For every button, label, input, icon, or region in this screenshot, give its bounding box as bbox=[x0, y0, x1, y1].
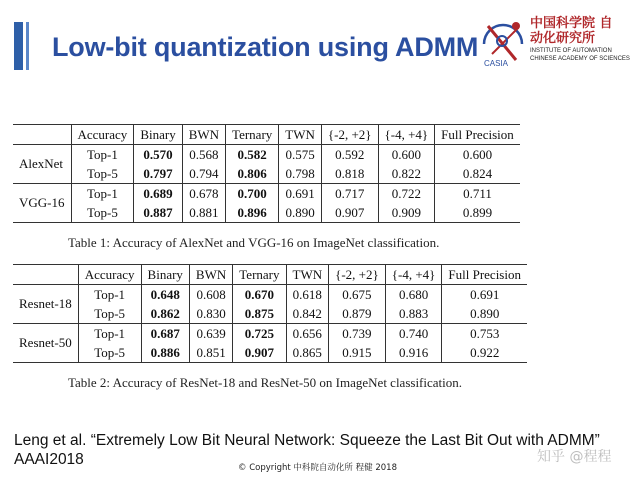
table-1 bbox=[13, 124, 520, 223]
table-header-row bbox=[13, 265, 527, 285]
title-accent-bar-thin bbox=[26, 22, 29, 70]
accuracy-cell: 0.670 bbox=[233, 285, 286, 305]
accuracy-cell: 0.592 bbox=[321, 145, 378, 165]
accuracy-cell: 0.890 bbox=[442, 304, 527, 324]
table-row bbox=[13, 164, 520, 184]
accuracy-cell: 0.687 bbox=[141, 324, 189, 344]
accuracy-cell: 0.740 bbox=[385, 324, 442, 344]
table-row bbox=[13, 203, 520, 223]
logo-en-line-1: INSTITUTE OF AUTOMATION bbox=[530, 48, 612, 54]
accuracy-cell: 0.818 bbox=[321, 164, 378, 184]
accuracy-cell: 0.896 bbox=[226, 203, 279, 223]
accuracy-cell: 0.570 bbox=[134, 145, 182, 165]
column-header: BWN bbox=[189, 265, 232, 285]
table-row bbox=[13, 145, 520, 165]
column-header: TWN bbox=[279, 125, 322, 145]
accuracy-cell: 0.851 bbox=[189, 343, 232, 363]
accuracy-cell: 0.575 bbox=[279, 145, 322, 165]
accuracy-cell: 0.608 bbox=[189, 285, 232, 305]
copyright-notice: © Copyright 中科院自动化所 程健 2018 bbox=[238, 463, 397, 473]
accuracy-cell: 0.886 bbox=[141, 343, 189, 363]
accuracy-cell: 0.798 bbox=[279, 164, 322, 184]
model-name: VGG-16 bbox=[13, 184, 71, 223]
model-name: AlexNet bbox=[19, 156, 64, 171]
reference-line-2: AAAI2018 bbox=[14, 451, 84, 468]
table-row bbox=[13, 343, 527, 363]
table-2-caption: Table 2: Accuracy of ResNet-18 and ResNet-50 on ImageNet classification. bbox=[68, 375, 463, 390]
model-name: Resnet-50 bbox=[13, 324, 78, 363]
metric-label: Top-5 bbox=[71, 203, 134, 223]
table-header-row bbox=[13, 125, 520, 145]
title-accent-bar bbox=[14, 22, 23, 70]
table-row bbox=[13, 304, 527, 324]
metric-label: Top-5 bbox=[78, 304, 141, 324]
accuracy-cell: 0.725 bbox=[233, 324, 286, 344]
accuracy-table-alexnet-vgg bbox=[13, 124, 520, 223]
accuracy-cell: 0.700 bbox=[226, 184, 279, 204]
column-header bbox=[13, 265, 78, 285]
accuracy-cell: 0.890 bbox=[279, 203, 322, 223]
accuracy-cell: 0.830 bbox=[189, 304, 232, 324]
accuracy-cell: 0.907 bbox=[233, 343, 286, 363]
accuracy-cell: 0.822 bbox=[378, 164, 435, 184]
accuracy-cell: 0.865 bbox=[286, 343, 329, 363]
zhihu-watermark: 知乎 @程程 bbox=[537, 449, 612, 465]
accuracy-table-resnet bbox=[13, 264, 527, 363]
accuracy-cell: 0.656 bbox=[286, 324, 329, 344]
accuracy-cell: 0.639 bbox=[189, 324, 232, 344]
metric-label: Top-1 bbox=[71, 184, 134, 204]
metric-label: Top-5 bbox=[71, 164, 134, 184]
accuracy-cell: 0.600 bbox=[435, 145, 520, 165]
column-header: Ternary bbox=[233, 265, 286, 285]
column-header: BWN bbox=[182, 125, 225, 145]
accuracy-cell: 0.915 bbox=[329, 343, 386, 363]
emblem-text: CASIA bbox=[484, 59, 509, 68]
casia-logo bbox=[478, 14, 638, 80]
accuracy-cell: 0.806 bbox=[226, 164, 279, 184]
accuracy-cell: 0.842 bbox=[286, 304, 329, 324]
column-header: {-4, +4} bbox=[385, 265, 442, 285]
table-2 bbox=[13, 264, 527, 363]
column-header: Binary bbox=[141, 265, 189, 285]
accuracy-cell: 0.753 bbox=[442, 324, 527, 344]
model-name: Resnet-18 bbox=[19, 296, 72, 311]
accuracy-cell: 0.881 bbox=[182, 203, 225, 223]
accuracy-cell: 0.600 bbox=[378, 145, 435, 165]
accuracy-cell: 0.691 bbox=[442, 285, 527, 305]
column-header: {-2, +2} bbox=[329, 265, 386, 285]
table-row bbox=[13, 184, 520, 204]
casia-emblem-icon bbox=[478, 14, 528, 76]
accuracy-cell: 0.862 bbox=[141, 304, 189, 324]
accuracy-cell: 0.678 bbox=[182, 184, 225, 204]
column-header: {-2, +2} bbox=[321, 125, 378, 145]
accuracy-cell: 0.675 bbox=[329, 285, 386, 305]
column-header: Full Precision bbox=[442, 265, 527, 285]
metric-label: Top-1 bbox=[71, 145, 134, 165]
accuracy-cell: 0.680 bbox=[385, 285, 442, 305]
accuracy-cell: 0.797 bbox=[134, 164, 182, 184]
table-row bbox=[13, 324, 527, 344]
accuracy-cell: 0.879 bbox=[329, 304, 386, 324]
accuracy-cell: 0.794 bbox=[182, 164, 225, 184]
accuracy-cell: 0.887 bbox=[134, 203, 182, 223]
accuracy-cell: 0.691 bbox=[279, 184, 322, 204]
column-header: {-4, +4} bbox=[378, 125, 435, 145]
accuracy-cell: 0.916 bbox=[385, 343, 442, 363]
accuracy-cell: 0.689 bbox=[134, 184, 182, 204]
accuracy-cell: 0.739 bbox=[329, 324, 386, 344]
metric-label: Top-5 bbox=[78, 343, 141, 363]
accuracy-cell: 0.875 bbox=[233, 304, 286, 324]
accuracy-cell: 0.899 bbox=[435, 203, 520, 223]
accuracy-cell: 0.717 bbox=[321, 184, 378, 204]
column-header: Accuracy bbox=[78, 265, 141, 285]
logo-chinese-name: 中国科学院 自动化研究所 bbox=[530, 16, 613, 46]
slide-title: Low-bit quantization using ADMM bbox=[52, 32, 479, 62]
accuracy-cell: 0.582 bbox=[226, 145, 279, 165]
column-header: Binary bbox=[134, 125, 182, 145]
accuracy-cell: 0.711 bbox=[435, 184, 520, 204]
table-1-caption: Table 1: Accuracy of AlexNet and VGG-16 on ImageNet classification. bbox=[68, 235, 440, 250]
column-header: TWN bbox=[286, 265, 329, 285]
accuracy-cell: 0.648 bbox=[141, 285, 189, 305]
logo-english-name bbox=[530, 47, 630, 63]
accuracy-cell: 0.907 bbox=[321, 203, 378, 223]
reference-line-1: Leng et al. “Extremely Low Bit Neural Network: Squeeze the Last Bit Out with ADMM” bbox=[14, 432, 600, 449]
column-header: Accuracy bbox=[71, 125, 134, 145]
logo-en-line-2: CHINESE ACADEMY OF SCIENCES bbox=[530, 56, 630, 62]
metric-label: Top-1 bbox=[78, 324, 141, 344]
accuracy-cell: 0.568 bbox=[182, 145, 225, 165]
accuracy-cell: 0.883 bbox=[385, 304, 442, 324]
column-header: Full Precision bbox=[435, 125, 520, 145]
column-header: Ternary bbox=[226, 125, 279, 145]
column-header bbox=[13, 125, 71, 145]
metric-label: Top-1 bbox=[78, 285, 141, 305]
accuracy-cell: 0.722 bbox=[378, 184, 435, 204]
accuracy-cell: 0.824 bbox=[435, 164, 520, 184]
table-row bbox=[13, 285, 527, 305]
accuracy-cell: 0.618 bbox=[286, 285, 329, 305]
accuracy-cell: 0.909 bbox=[378, 203, 435, 223]
accuracy-cell: 0.922 bbox=[442, 343, 527, 363]
